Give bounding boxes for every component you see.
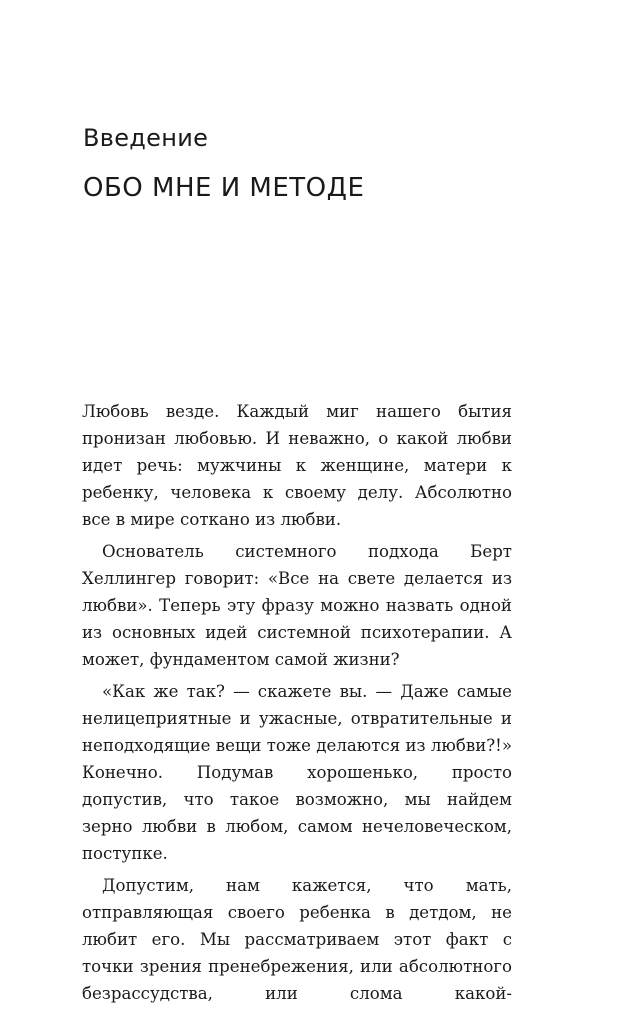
paragraph: «Как же так? — скажете вы. — Даже самые нелицеприятные и ужасные, отвратительные и неподходящие вещи тоже делаются из любви?!» Конечно. Подумав хорошенько, просто допустив, что такое возможно, мы найдем зерно любви в любом, самом нечеловеческом, поступке. <box>82 682 512 863</box>
body-text <box>82 398 512 1012</box>
paragraph: Основатель системного подхода Берт Хеллингер говорит: «Все на свете делается из любви». Теперь эту фразу можно назвать одной из основных идей системной психотерапии. А может, фундаментом самой жизни? <box>82 542 512 669</box>
paragraph: Любовь везде. Каждый миг нашего бытия пронизан любовью. И неважно, о какой любви идет речь: мужчины к женщине, матери к ребенку, человека к своему делу. Абсолютно все в мире соткано из любви. <box>82 402 512 529</box>
chapter-title: ОБО МНЕ И МЕТОДЕ <box>83 173 365 203</box>
paragraph: Допустим, нам кажется, что мать, отправляющая своего ребенка в детдом, не любит его. Мы рассматриваем этот факт с точки зрения пренебрежения, или абсолютного безрассудства, или слома какой- <box>82 876 512 1003</box>
chapter-label: Введение <box>83 124 209 152</box>
